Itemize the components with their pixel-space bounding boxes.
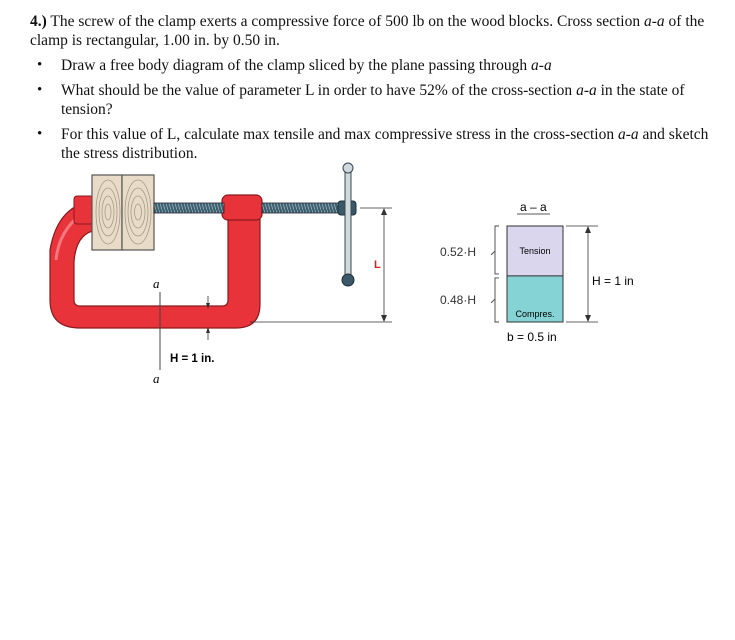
clamp-frame [50,195,262,328]
clamp-screw-boss [222,195,262,220]
lower-fraction-label: 0.48·H [440,293,477,307]
cross-section-diagram [440,200,634,344]
cross-section-height-label: H = 1 in [592,274,634,288]
bullet-icon: • [37,126,43,142]
question-item: • Draw a free body diagram of the clamp sliced by the plane passing through a-a [37,57,552,74]
upper-fraction-label: 0.52·H [440,245,477,259]
section-label-top: a [153,276,160,291]
wood-block-left [92,175,122,250]
question-item: • For this value of L, calculate max tensile and max compressive stress in the cross-section a-a and sketch the stress distribution. [37,126,709,162]
cross-section-title: a – a [520,200,547,214]
wood-blocks [92,175,154,250]
dimension-L-label: L [374,259,381,271]
bullet-icon: • [37,57,43,73]
dimension-L [250,208,392,322]
wood-block-right [122,175,154,250]
section-line-a-a [153,276,214,386]
screw-handle [345,168,351,278]
compression-label: Compres. [515,309,555,319]
problem-number: 4.) [30,13,47,30]
cross-section-width-label: b = 0.5 in [507,330,557,344]
question-item: • What should be the value of parameter L in order to have 52% of the cross-section a-a in the state of tension? [37,82,685,118]
section-label-bottom: a [153,371,160,386]
tension-label: Tension [519,245,551,256]
height-label: H = 1 in. [170,353,215,365]
problem-intro: 4.) The screw of the clamp exerts a compressive force of 500 lb on the wood blocks. Cross section a-a of the clamp is rectangular, 1.00 in. by 0.50 in. [30,13,705,49]
bullet-icon: • [37,82,43,98]
